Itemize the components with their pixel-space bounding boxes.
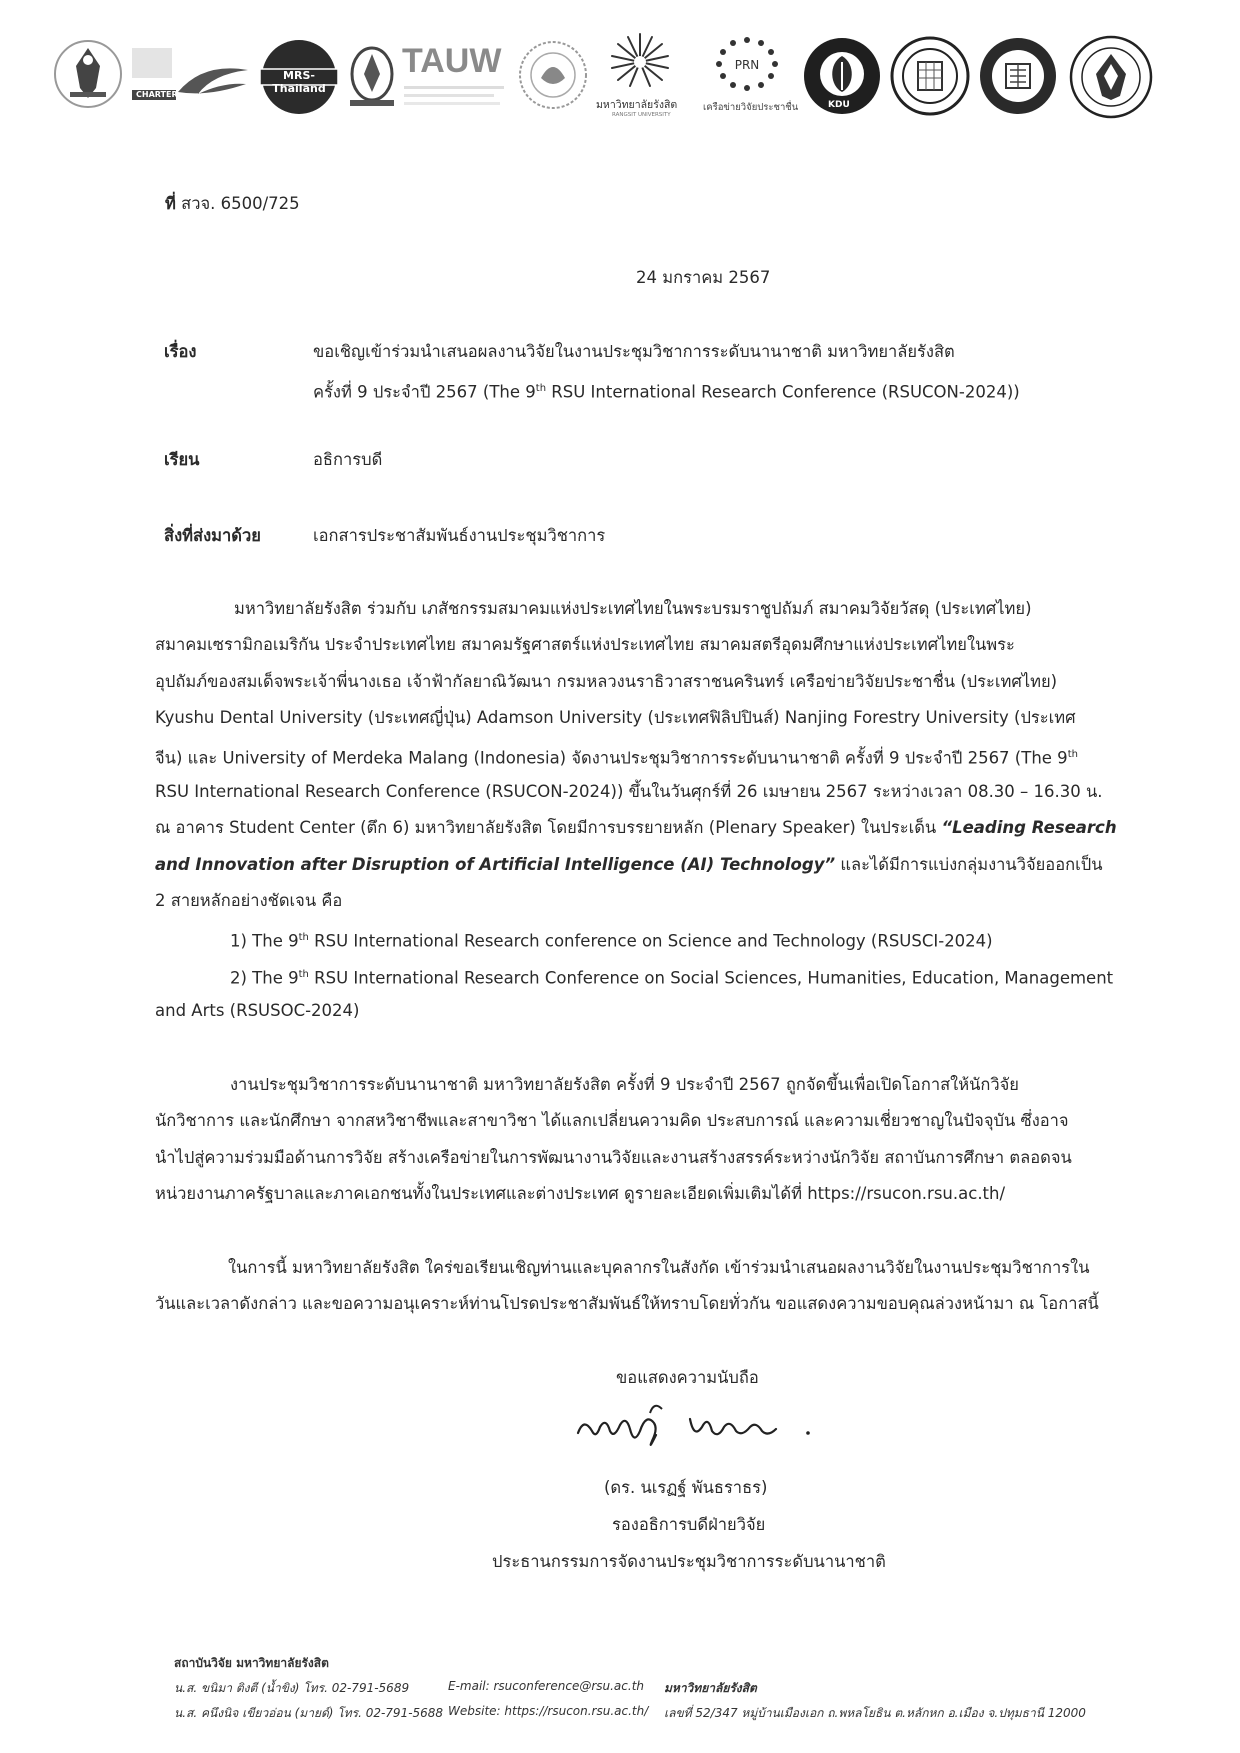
subject-line-2-part-a: ครั้งที่ 9 ประจำปี 2567 (The 9 [313, 382, 536, 402]
footer-university: มหาวิทยาลัยรังสิต [664, 1681, 757, 1695]
subject-line-2-part-b: RSU International Research Conference (RSUCON-2024)) [546, 382, 1020, 402]
rangsit-university-logo [590, 28, 690, 128]
prn-label: PRN [734, 58, 760, 72]
superscript-th: th [535, 383, 547, 394]
paragraph-1-line-9: 2 สายหลักอย่างชัดเจน คือ [155, 891, 343, 910]
prn-thai-label: เครือข่ายวิจัยประชาชื่น [703, 102, 799, 113]
paragraph-3-line-2: วันและเวลาดังกล่าว และขอความอนุเคราะห์ท่านโปรดประชาสัมพันธ์ให้ทราบโดยทั่วกัน ขอแสดงความขอบคุณล่วงหน้ามา ณ โอกาสนี้ [155, 1294, 1099, 1313]
track-item-2-part-a: 2) The 9 [230, 968, 299, 988]
subject-line-1: ขอเชิญเข้าร่วมนำเสนอผลงานวิจัยในงานประชุมวิชาการระดับนานาชาติ มหาวิทยาลัยรังสิต [313, 342, 955, 361]
paragraph-1-line-7-text: ณ อาคาร Student Center (ตึก 6) มหาวิทยาลัยรังสิต โดยมีการบรรยายหลัก (Plenary Speaker) ในประเด็น [155, 818, 942, 837]
to-value: อธิการบดี [313, 450, 383, 469]
footer-contact-1: น.ส. ขนิมา ติงตี (น้ำขิง) โทร. 02-791-5689 [174, 1681, 410, 1695]
plenary-topic-part-2: and Innovation after Disruption of Artificial Intelligence (AI) Technology” [155, 855, 836, 874]
paragraph-1-line-5 [155, 745, 1078, 769]
tauw-label: TAUW [402, 42, 502, 80]
paragraph-1-line-8-text: และได้มีการแบ่งกลุ่มงานวิจัยออกเป็น [835, 855, 1103, 874]
kdu-label: KDU [828, 100, 850, 110]
superscript-th: th [298, 932, 309, 943]
paragraph-3-line-1: ในการนี้ มหาวิทยาลัยรังสิต ใคร่ขอเรียนเชิญท่านและบุคลากรในสังกัด เข้าร่วมนำเสนอผลงานวิจัยในงานประชุมวิชาการใน [228, 1258, 1090, 1277]
kyushu-dental-university-logo [802, 36, 882, 116]
nanjing-forestry-university-logo [978, 36, 1058, 116]
paragraph-1-line-7 [155, 818, 1117, 838]
royal-seal-logo [516, 38, 590, 112]
paragraph-1-line-2: สมาคมเซรามิกอเมริกัน ประจำประเทศไทย สมาคมรัฐศาสตร์แห่งประเทศไทย สมาคมสตรีอุดมศึกษาแห่งประเทศไทยในพระ [155, 635, 1015, 654]
mrs-label: MRS-Thailand [272, 69, 326, 95]
paragraph-1-line-6: RSU International Research Conference (RSUCON-2024)) ขึ้นในวันศุกร์ที่ 26 เมษายน 2567 ระหว่างเวลา 08.30 – 16.30 น. [155, 782, 1103, 801]
footer-contact-2: น.ส. คนึงนิจ เขียวอ่อน (มายด์) โทร. 02-791-5688 [174, 1706, 444, 1720]
footer-address: เลขที่ 52/347 หมู่บ้านเมืองเอก ถ.พหลโยธิน ต.หลักหก อ.เมือง จ.ปทุมธานี 12000 [664, 1706, 1086, 1720]
footer-email: E-mail: rsuconference@rsu.ac.th [448, 1679, 645, 1693]
signature [570, 1395, 830, 1455]
plenary-topic-part-1: “Leading Research [941, 818, 1117, 837]
mrs-thailand-logo [260, 38, 338, 116]
track-item-2-part-b: RSU International Research Conference on Social Sciences, Humanities, Education, Management [308, 968, 1114, 988]
university-of-merdeka-malang-logo [1068, 34, 1154, 120]
signatory-position-1: รองอธิการบดีฝ่ายวิจัย [612, 1515, 766, 1534]
track-item-1-part-b: RSU International Research conference on Science and Technology (RSUSCI-2024) [308, 931, 993, 951]
ceramic-society-logo [128, 42, 253, 112]
paragraph-1-line-1: มหาวิทยาลัยรังสิต ร่วมกับ เภสัชกรรมสมาคมแห่งประเทศไทยในพระบรมราชูปถัมภ์ สมาคมวิจัยวัสดุ (ประเทศไทย) [234, 599, 1032, 618]
reference-value: สวจ. 6500/725 [181, 194, 300, 213]
paragraph-1-line-3: อุปถัมภ์ของสมเด็จพระเจ้าพี่นางเธอ เจ้าฟ้ากัลยาณิวัฒนา กรมหลวงนราธิวาสราชนครินทร์ เครือข่ายวิจัยประชาชื่น (ประเทศไทย) [155, 672, 1058, 691]
reference-prefix: ที่ [165, 194, 176, 213]
footer-organization: สถาบันวิจัย มหาวิทยาลัยรังสิต [174, 1656, 329, 1670]
track-item-2 [230, 965, 1113, 989]
political-science-association-logo [346, 40, 398, 112]
superscript-th: th [298, 969, 309, 980]
prn-network-logo [695, 34, 799, 122]
subject-line-2 [313, 379, 1020, 403]
letter-date: 24 มกราคม 2567 [636, 268, 771, 287]
charter-label: CHARTER [136, 90, 178, 99]
adamson-university-logo [890, 36, 970, 116]
superscript-th: th [1067, 749, 1078, 760]
track-item-1-part-a: 1) The 9 [230, 931, 299, 951]
closing-regards: ขอแสดงความนับถือ [616, 1368, 759, 1387]
paragraph-1-line-8 [155, 855, 1103, 875]
paragraph-1-line-4: Kyushu Dental University (ประเทศญี่ปุ่น) Adamson University (ประเทศฟิลิปปินส์) Nanjing Forestry University (ประเทศ [155, 708, 1076, 727]
paragraph-2-line-4: หน่วยงานภาครัฐบาลและภาคเอกชนทั้งในประเทศและต่างประเทศ ดูรายละเอียดเพิ่มเติมได้ที่ https://rsucon.rsu.ac.th/ [155, 1184, 1006, 1203]
paragraph-2-line-2: นักวิชาการ และนักศึกษา จากสหวิชาชีพและสาขาวิชา ได้แลกเปลี่ยนความคิด ประสบการณ์ และความเชี่ยวชาญในปัจจุบัน ซึ่งอาจ [155, 1111, 1069, 1130]
rangsit-en-label: RANGSIT UNIVERSITY [612, 112, 671, 118]
rangsit-label: มหาวิทยาลัยรังสิต [596, 99, 678, 111]
pharmaceutical-association-logo [50, 36, 126, 112]
reference-number [165, 194, 300, 214]
to-label: เรียน [164, 450, 200, 469]
paragraph-1-line-5-text: จีน) และ University of Merdeka Malang (Indonesia) จัดงานประชุมวิชาการระดับนานาชาติ ครั้งที่ 9 ประจำปี 2567 (The 9 [155, 748, 1068, 768]
signatory-name: (ดร. นเรฏฐ์ พันธราธร) [604, 1478, 768, 1497]
track-item-1 [230, 928, 993, 952]
footer-website: Website: https://rsucon.rsu.ac.th/ [448, 1704, 649, 1718]
subject-label: เรื่อง [164, 342, 197, 361]
enclosure-label: สิ่งที่ส่งมาด้วย [164, 526, 261, 545]
enclosure-value: เอกสารประชาสัมพันธ์งานประชุมวิชาการ [313, 526, 606, 545]
paragraph-2-line-1: งานประชุมวิชาการระดับนานาชาติ มหาวิทยาลัยรังสิต ครั้งที่ 9 ประจำปี 2567 ถูกจัดขึ้นเพื่อเปิดโอกาสให้นักวิจัย [230, 1075, 1019, 1094]
logo-strip [50, 28, 1190, 138]
signatory-position-2: ประธานกรรมการจัดงานประชุมวิชาการระดับนานาชาติ [492, 1552, 886, 1571]
track-item-2-continued: and Arts (RSUSOC-2024) [155, 1001, 360, 1020]
paragraph-2-line-3: นำไปสู่ความร่วมมือด้านการวิจัย สร้างเครือข่ายในการพัฒนางานวิจัยและงานสร้างสรรค์ระหว่างนักวิจัย สถาบันการศึกษา ตลอดจน [155, 1148, 1072, 1167]
tauw-logo [402, 42, 510, 112]
